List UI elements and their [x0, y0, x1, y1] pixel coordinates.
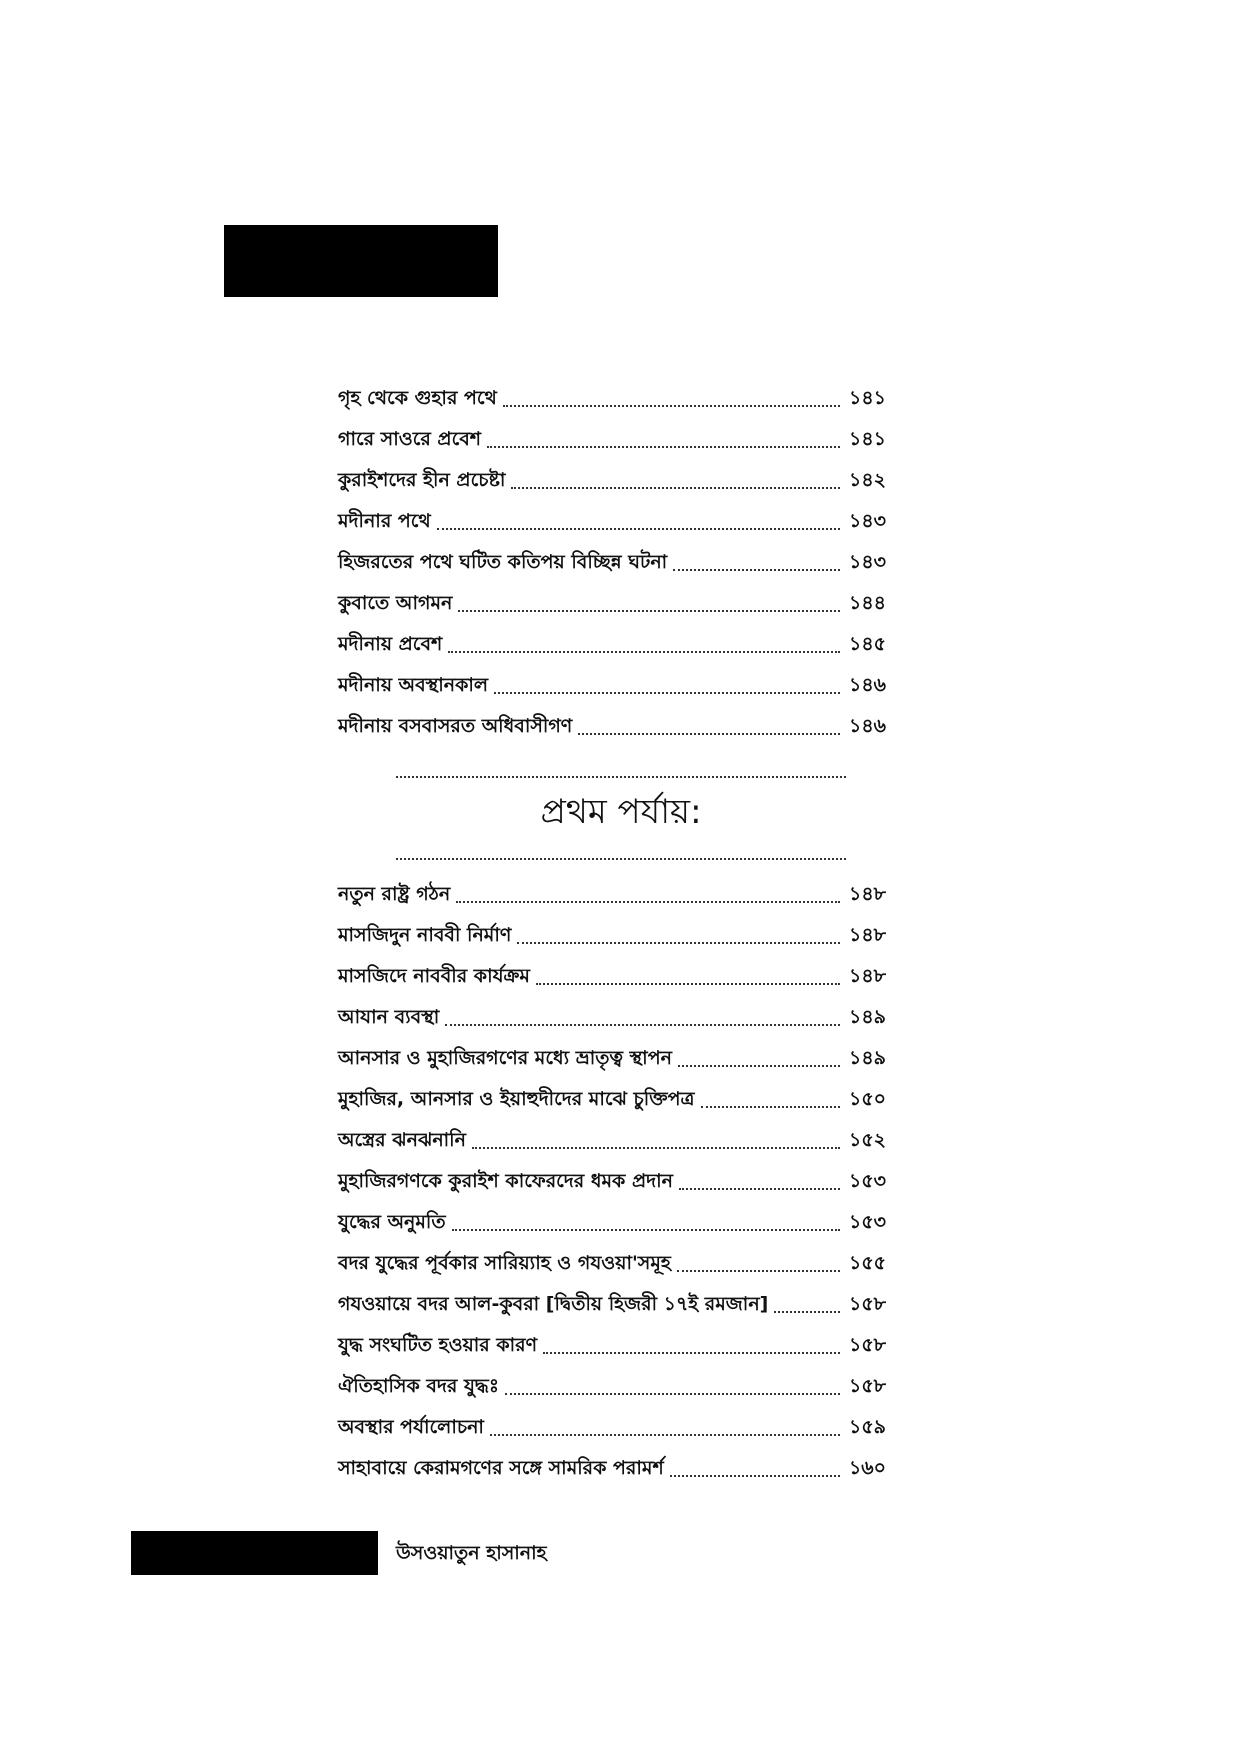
toc-entry[interactable]	[338, 460, 886, 501]
toc-entry[interactable]	[338, 1325, 886, 1366]
toc-entry[interactable]	[338, 665, 886, 706]
toc-entry-title: কুরাইশদের হীন প্রচেষ্টা	[338, 469, 506, 491]
toc-entry-page: ১৪১	[849, 428, 886, 450]
toc-entry-title: অবস্থার পর্যালোচনা	[338, 1416, 484, 1438]
toc-entry-page: ১৪২	[848, 469, 886, 491]
toc-entry-page: ১৪৯	[849, 1006, 886, 1028]
toc-leader-dots	[774, 1311, 840, 1313]
toc-entry[interactable]	[338, 1038, 886, 1079]
toc-entry-page: ১৪১	[849, 387, 886, 409]
toc-entry-page: ১৫৩	[848, 1211, 886, 1233]
toc-entry[interactable]	[338, 378, 886, 419]
toc-entry-title: মাসজিদে নাববীর কার্যক্রম	[338, 965, 530, 987]
section-divider-top	[396, 776, 846, 778]
toc-entry-title: গৃহ থেকে গুহার পথে	[338, 387, 497, 409]
section-divider-bottom	[396, 858, 846, 860]
toc-entry-page: ১৫০	[848, 1088, 886, 1110]
toc-entry-page: ১৫২	[848, 1129, 886, 1151]
toc-entry-title: গযওয়ায়ে বদর আল-কুবরা [দ্বিতীয় হিজরী ১৭ই রমজান]	[338, 1293, 769, 1315]
toc-entry-page: ১৫৮	[849, 1334, 886, 1356]
toc-entry-title: মুহাজির, আনসার ও ইয়াহুদীদের মাঝে চুক্তিপত্র	[338, 1088, 695, 1110]
toc-leader-dots	[511, 487, 840, 489]
footer-book-title: উসওয়াতুন হাসানাহ	[396, 1542, 547, 1564]
toc-leader-dots	[517, 942, 840, 944]
toc-entry-page: ১৪৫	[849, 633, 886, 655]
toc-leader-dots	[701, 1106, 841, 1108]
toc-entry[interactable]	[338, 997, 886, 1038]
toc-entry[interactable]	[338, 1161, 886, 1202]
toc-leader-dots	[543, 1352, 840, 1354]
toc-entry[interactable]	[338, 1284, 886, 1325]
toc-entry[interactable]	[338, 1448, 886, 1489]
toc-leader-dots	[505, 1393, 840, 1395]
toc-entry[interactable]	[338, 1202, 886, 1243]
toc-leader-dots	[670, 1475, 840, 1477]
toc-entry-title: মদীনায় প্রবেশ	[338, 633, 443, 655]
toc-entry[interactable]	[338, 1120, 886, 1161]
toc-leader-dots	[678, 1065, 840, 1067]
toc-entry-page: ১৫৮	[849, 1375, 886, 1397]
toc-entry[interactable]	[338, 1079, 886, 1120]
toc-leader-dots	[487, 446, 840, 448]
toc-entry[interactable]	[338, 1243, 886, 1284]
toc-entry-title: মদীনায় অবস্থানকাল	[338, 674, 489, 696]
toc-entry-title: যুদ্ধ সংঘটিত হওয়ার কারণ	[338, 1334, 538, 1356]
toc-leader-dots	[458, 610, 840, 612]
toc-entry-page: ১৫৯	[849, 1416, 886, 1438]
toc-leader-dots	[494, 692, 840, 694]
toc-entry-title: ঐতিহাসিক বদর যুদ্ধঃ	[338, 1375, 499, 1397]
toc-entry[interactable]	[338, 419, 886, 460]
section-heading: প্রথম পর্যায়:	[540, 792, 702, 832]
toc-entry-title: আযান ব্যবস্থা	[338, 1006, 440, 1028]
toc-entry[interactable]	[338, 874, 886, 915]
toc-leader-dots	[448, 651, 840, 653]
toc-entry-title: মুহাজিরগণকে কুরাইশ কাফেরদের ধমক প্রদান	[338, 1170, 673, 1192]
toc-entry[interactable]	[338, 1366, 886, 1407]
toc-leader-dots	[677, 1270, 840, 1272]
toc-list-part2	[338, 874, 886, 1489]
toc-entry[interactable]	[338, 706, 886, 747]
toc-entry-page: ১৪৮	[849, 965, 886, 987]
toc-entry-title: কুবাতে আগমন	[338, 592, 453, 614]
toc-entry-title: মাসজিদুন নাববী নির্মাণ	[338, 924, 512, 946]
toc-leader-dots	[536, 983, 840, 985]
toc-entry-page: ১৪৬	[848, 674, 886, 696]
toc-entry-page: ১৪৮	[849, 883, 886, 905]
toc-entry-title: বদর যুদ্ধের পূর্বকার সারিয়্যাহ ও গযওয়া'সমূহ	[338, 1252, 671, 1274]
toc-entry-page: ১৪৩	[848, 510, 886, 532]
toc-entry-title: নতুন রাষ্ট্র গঠন	[338, 883, 451, 905]
toc-list-part1	[338, 378, 886, 747]
toc-entry-page: ১৫৮	[849, 1293, 886, 1315]
toc-entry-page: ১৪৩	[848, 551, 886, 573]
toc-entry-page: ১৪৯	[849, 1047, 886, 1069]
toc-entry[interactable]	[338, 583, 886, 624]
toc-entry[interactable]	[338, 915, 886, 956]
toc-entry[interactable]	[338, 624, 886, 665]
toc-entry[interactable]	[338, 956, 886, 997]
toc-entry-page: ১৬০	[848, 1457, 886, 1479]
toc-leader-dots	[472, 1147, 840, 1149]
toc-leader-dots	[437, 528, 840, 530]
toc-entry-title: সাহাবায়ে কেরামগণের সঙ্গে সামরিক পরামর্শ	[338, 1457, 664, 1479]
toc-entry[interactable]	[338, 542, 886, 583]
toc-entry-page: ১৫৩	[848, 1170, 886, 1192]
toc-entry-page: ১৪৪	[849, 592, 886, 614]
footer-redaction-bar	[131, 1531, 378, 1575]
toc-entry[interactable]	[338, 501, 886, 542]
toc-entry-page: ১৫৫	[849, 1252, 886, 1274]
toc-entry-title: মদীনায় বসবাসরত অধিবাসীগণ	[338, 715, 573, 737]
toc-entry-title: মদীনার পথে	[338, 510, 431, 532]
toc-entry-title: অস্ত্রের ঝনঝনানি	[338, 1129, 466, 1151]
toc-leader-dots	[490, 1434, 840, 1436]
toc-entry-title: হিজরতের পথে ঘটিত কতিপয় বিচ্ছিন্ন ঘটনা	[338, 551, 668, 573]
toc-entry-title: গারে সাওরে প্রবেশ	[338, 428, 482, 450]
toc-leader-dots	[456, 901, 840, 903]
toc-leader-dots	[503, 405, 840, 407]
toc-entry-page: ১৪৮	[849, 924, 886, 946]
toc-entry-page: ১৪৬	[848, 715, 886, 737]
toc-leader-dots	[445, 1024, 840, 1026]
header-redaction-bar	[224, 225, 498, 297]
toc-leader-dots	[452, 1229, 840, 1231]
toc-entry-title: আনসার ও মুহাজিরগণের মধ্যে ভ্রাতৃত্ব স্থাপন	[338, 1047, 672, 1069]
toc-entry[interactable]	[338, 1407, 886, 1448]
toc-leader-dots	[673, 569, 840, 571]
toc-entry-title: যুদ্ধের অনুমতি	[338, 1211, 446, 1233]
toc-leader-dots	[578, 733, 840, 735]
toc-leader-dots	[679, 1188, 840, 1190]
